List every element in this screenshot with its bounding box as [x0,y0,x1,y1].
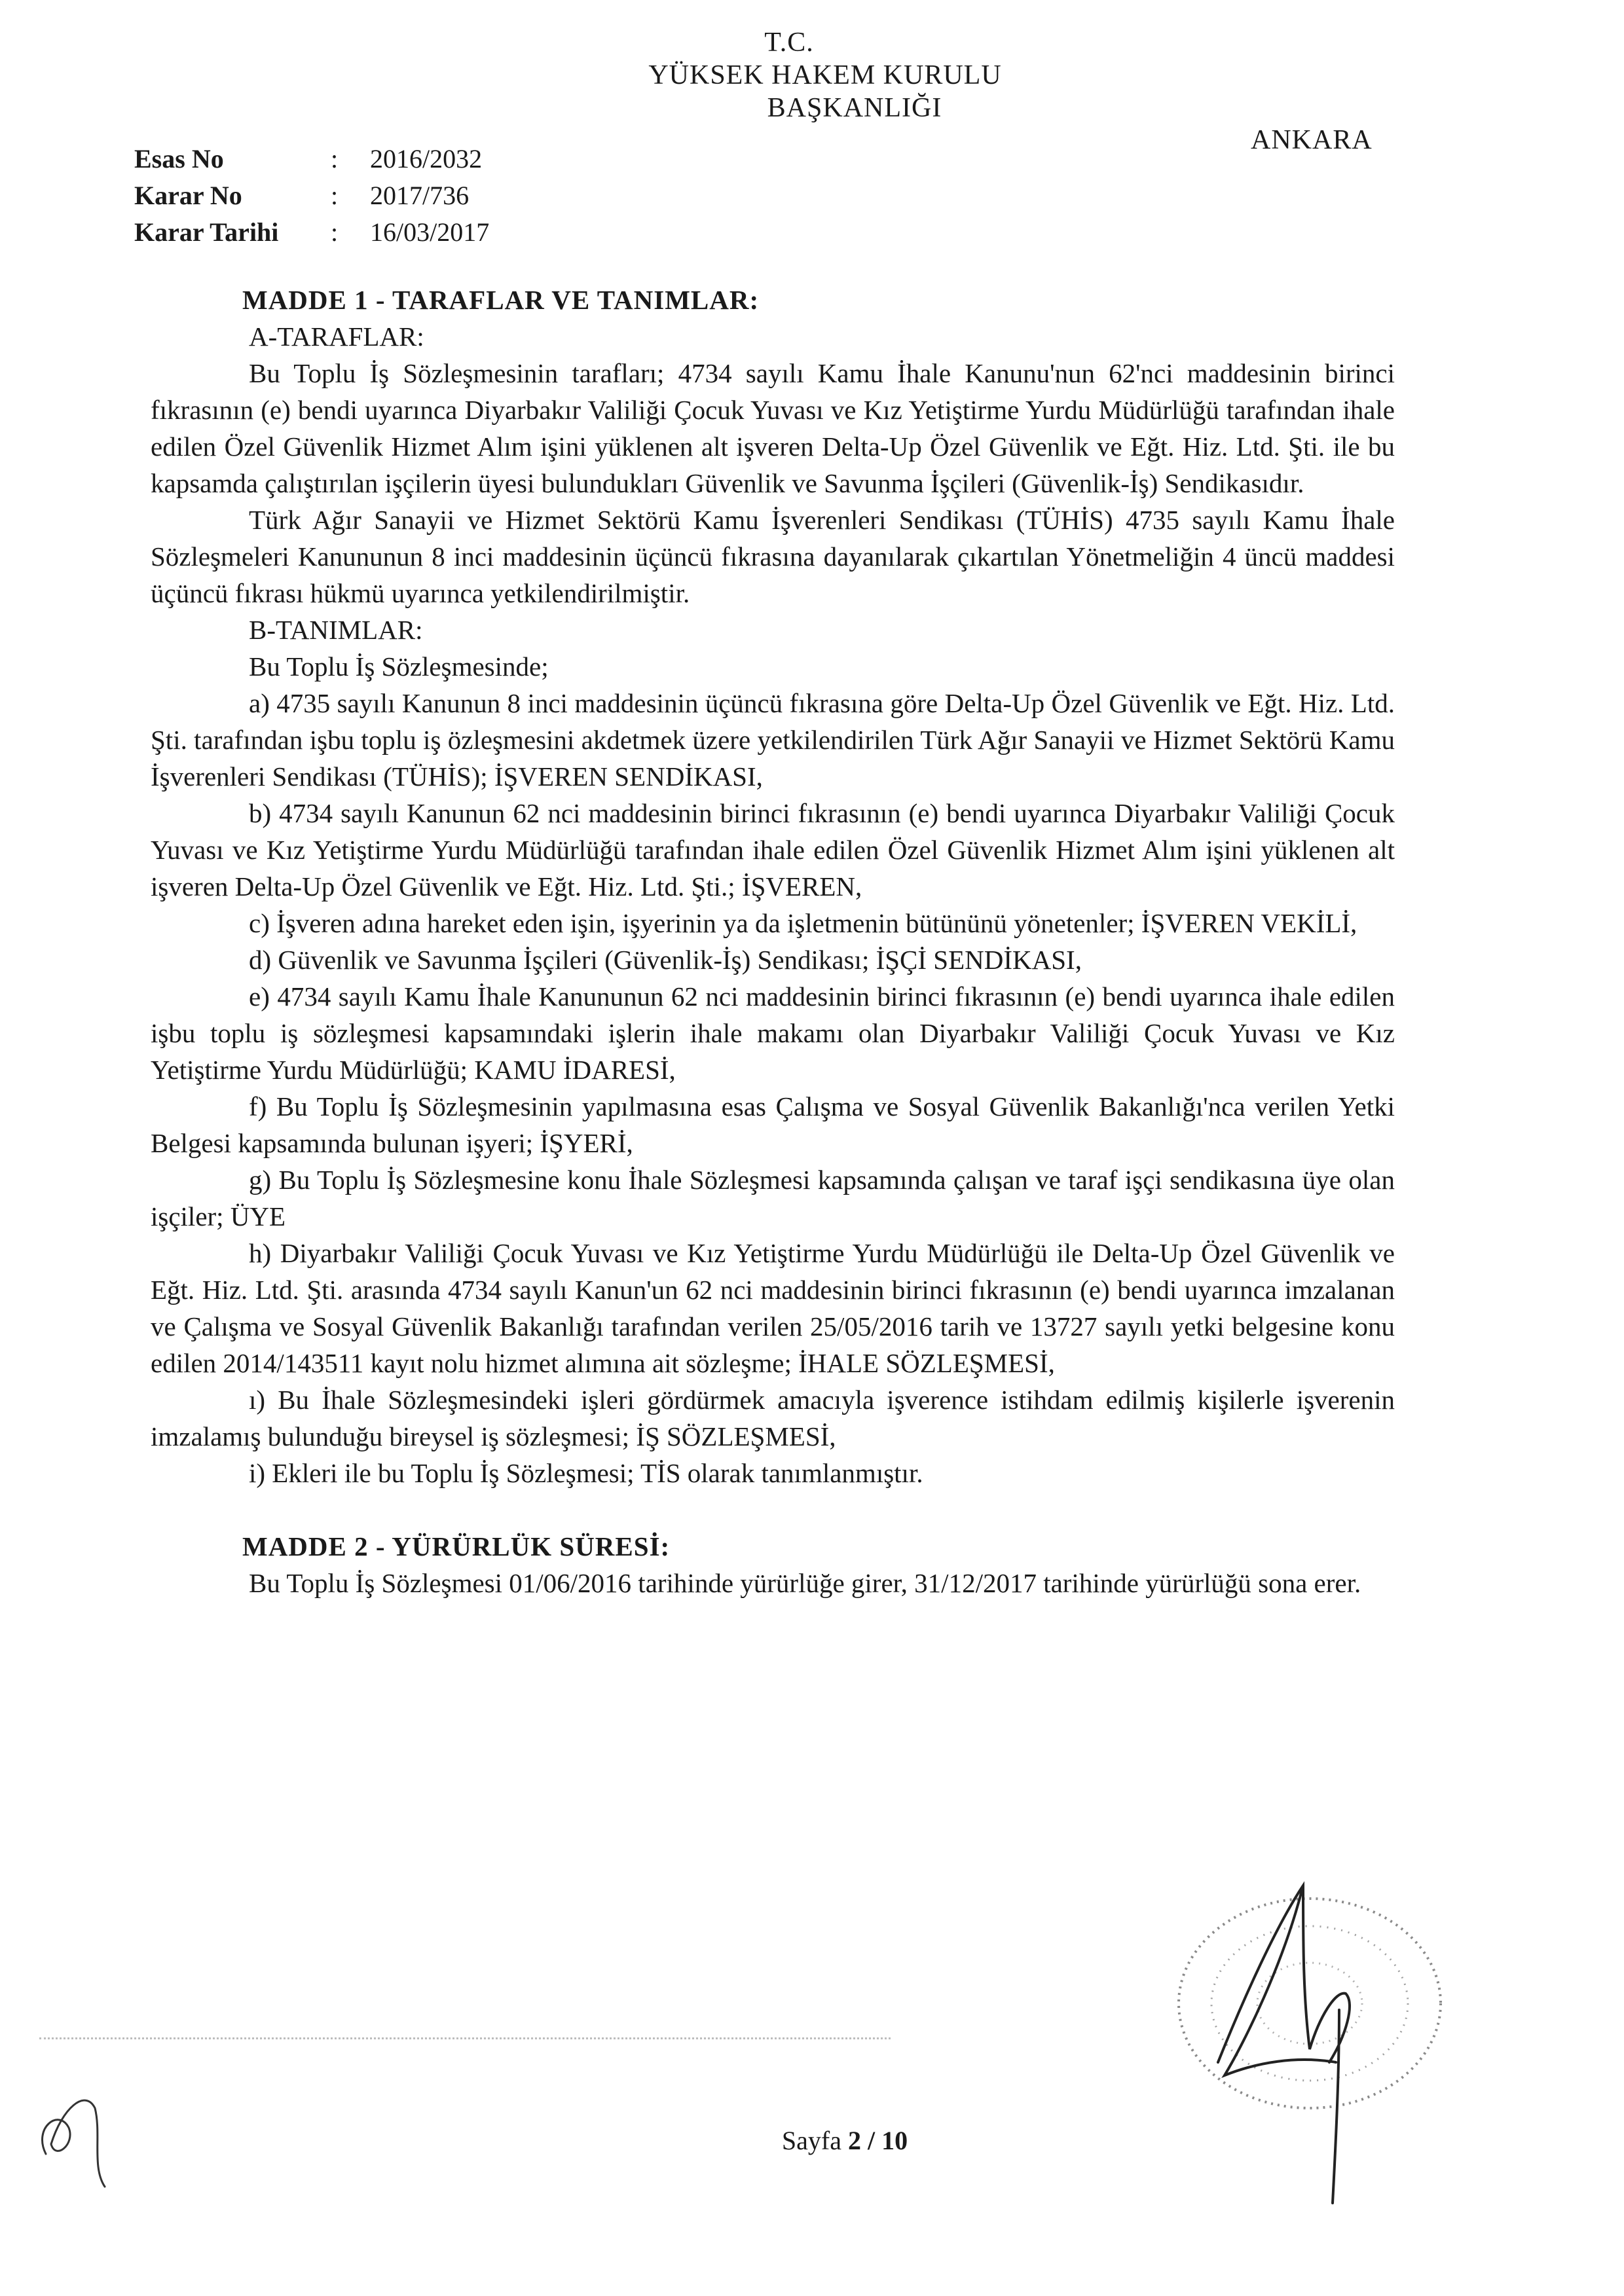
page-footer [0,2125,1624,2156]
definition-item-i: i) Ekleri ile bu Toplu İş Sözleşmesi; TİS olarak tanımlanmıştır. [249,1458,923,1488]
document-body [151,282,1395,1601]
definition-item-dotless-i: ı) Bu İhale Sözleşmesindeki işleri gördürmek amacıyla işverence istihdam edilmiş kişilerle işverenin imzalamış bulunduğu bireysel iş sözleşmesi; İŞ SÖZLEŞMESİ, [151,1385,1395,1451]
meta-row-karar [134,177,566,214]
section-b-title: B-TANIMLAR: [249,615,423,645]
definition-item-d: d) Güvenlik ve Savunma İşçileri (Güvenlik-İş) Sendikası; İŞÇİ SENDİKASI, [249,945,1082,975]
page-separator: / [867,2126,876,2155]
article-2-heading: MADDE 2 - YÜRÜRLÜK SÜRESİ: [242,1531,671,1561]
meta-row-karar-tarihi [134,214,566,251]
meta-separator: : [331,181,339,210]
section-spacer [151,1491,1395,1528]
meta-value: 16/03/2017 [370,217,490,247]
meta-value: 2017/736 [370,181,470,210]
definition-item-e: e) 4734 sayılı Kamu İhale Kanununun 62 nci maddesinin birinci fıkrasının (e) bendi uyarınca ihale edilen işbu toplu iş sözleşmesi kapsamındaki işlerin ihale makamı olan Diyarbakır Valiliği Çocuk Yuvası ve Kız Yetiştirme Yurdu Müdürlüğü; KAMU İDARESİ, [151,981,1395,1085]
section-a-paragraph-1: Bu Toplu İş Sözleşmesinin tarafları; 4734 sayılı Kamu İhale Kanunu'nun 62'nci maddesinin birinci fıkrasının (e) bendi uyarınca Diyarbakır Valiliği Çocuk Yuvası ve Kız Yetiştirme Yurdu Müdürlüğü tarafından ihale edilen Özel Güvenlik Hizmet Alım işini yüklenen alt işveren Delta-Up Özel Güvenlik ve Eğt. Hiz. Ltd. Şti. ile bu kapsamda çalıştırılan işçilerin üyesi bulundukları Güvenlik ve Savunma İşçileri (Güvenlik-İş) Sendikasıdır. [151,358,1395,498]
article-1-heading: MADDE 1 - TARAFLAR VE TANIMLAR: [242,285,760,315]
definition-item-c: c) İşveren adına hareket eden işin, işyerinin ya da işletmenin bütününü yönetenler; İŞVEREN VEKİLİ, [249,908,1357,938]
meta-separator: : [331,144,339,173]
page-total: 10 [881,2126,908,2155]
meta-label: Karar Tarihi [134,217,279,247]
section-a-title: A-TARAFLAR: [249,321,424,352]
header-department: BAŞKANLIĞI [767,93,942,123]
scan-artifact-dotted-line [39,2037,891,2039]
meta-label: Esas No [134,144,224,173]
document-header [0,26,1624,124]
header-institution: YÜKSEK HAKEM KURULU [648,60,1002,90]
definition-item-h: h) Diyarbakır Valiliği Çocuk Yuvası ve Kız Yetiştirme Yurdu Müdürlüğü ile Delta-Up Özel Güvenlik ve Eğt. Hiz. Ltd. Şti. arasında 4734 sayılı Kanun'un 62 nci maddesinin birinci fıkrasının (e) bendi uyarınca imzalanan ve Çalışma ve Sosyal Güvenlik Bakanlığı tarafından verilen 25/05/2016 tarih ve 13727 sayılı yetki belgesine konu edilen 2014/143511 kayıt nolu hizmet alımına ait sözleşme; İHALE SÖZLEŞMESİ, [151,1238,1395,1378]
page-current: 2 [847,2126,861,2155]
meta-row-esas [134,141,566,177]
page-label: Sayfa [781,2126,841,2155]
meta-value: 2016/2032 [370,144,483,173]
article-2-text: Bu Toplu İş Sözleşmesi 01/06/2016 tarihinde yürürlüğe girer, 31/12/2017 tarihinde yürürlüğü sona erer. [249,1568,1361,1598]
header-country: T.C. [764,27,814,58]
meta-label: Karar No [134,181,242,210]
definition-item-b: b) 4734 sayılı Kanunun 62 nci maddesinin birinci fıkrasının (e) bendi uyarınca Diyarbakır Valiliği Çocuk Yuvası ve Kız Yetiştirme Yurdu Müdürlüğü tarafından ihale edilen Özel Güvenlik Hizmet Alım işini yüklenen alt işveren Delta-Up Özel Güvenlik ve Eğt. Hiz. Ltd. Şti.; İŞVEREN, [151,798,1395,902]
section-b-intro: Bu Toplu İş Sözleşmesinde; [249,651,549,682]
section-a-paragraph-2: Türk Ağır Sanayii ve Hizmet Sektörü Kamu İşverenleri Sendikası (TÜHİS) 4735 sayılı Kamu İhale Sözleşmeleri Kanununun 8 inci maddesinin üçüncü fıkrasına dayanılarak çıkartılan Yönetmeliğin 4 üncü maddesi üçüncü fıkrası hükmü uyarınca yetkilendirilmiştir. [151,505,1395,608]
meta-separator: : [331,217,339,247]
case-metadata [134,141,566,251]
page-number [782,2126,908,2155]
city-label: ANKARA [1251,125,1373,155]
definition-item-g: g) Bu Toplu İş Sözleşmesine konu İhale Sözleşmesi kapsamında çalışan ve taraf işçi sendikasına üye olan işçiler; ÜYE [151,1165,1395,1231]
definition-item-f: f) Bu Toplu İş Sözleşmesinin yapılmasına esas Çalışma ve Sosyal Güvenlik Bakanlığı'nca verilen Yetki Belgesi kapsamında bulunan işyeri; İŞYERİ, [151,1091,1395,1158]
definition-item-a: a) 4735 sayılı Kanunun 8 inci maddesinin üçüncü fıkrasına göre Delta-Up Özel Güvenlik ve Eğt. Hiz. Ltd. Şti. tarafından işbu toplu iş özleşmesini akdetmek üzere yetkilendirilen Türk Ağır Sanayii ve Hizmet Sektörü Kamu İşverenleri Sendikası (TÜHİS); İŞVEREN SENDİKASI, [151,688,1395,792]
